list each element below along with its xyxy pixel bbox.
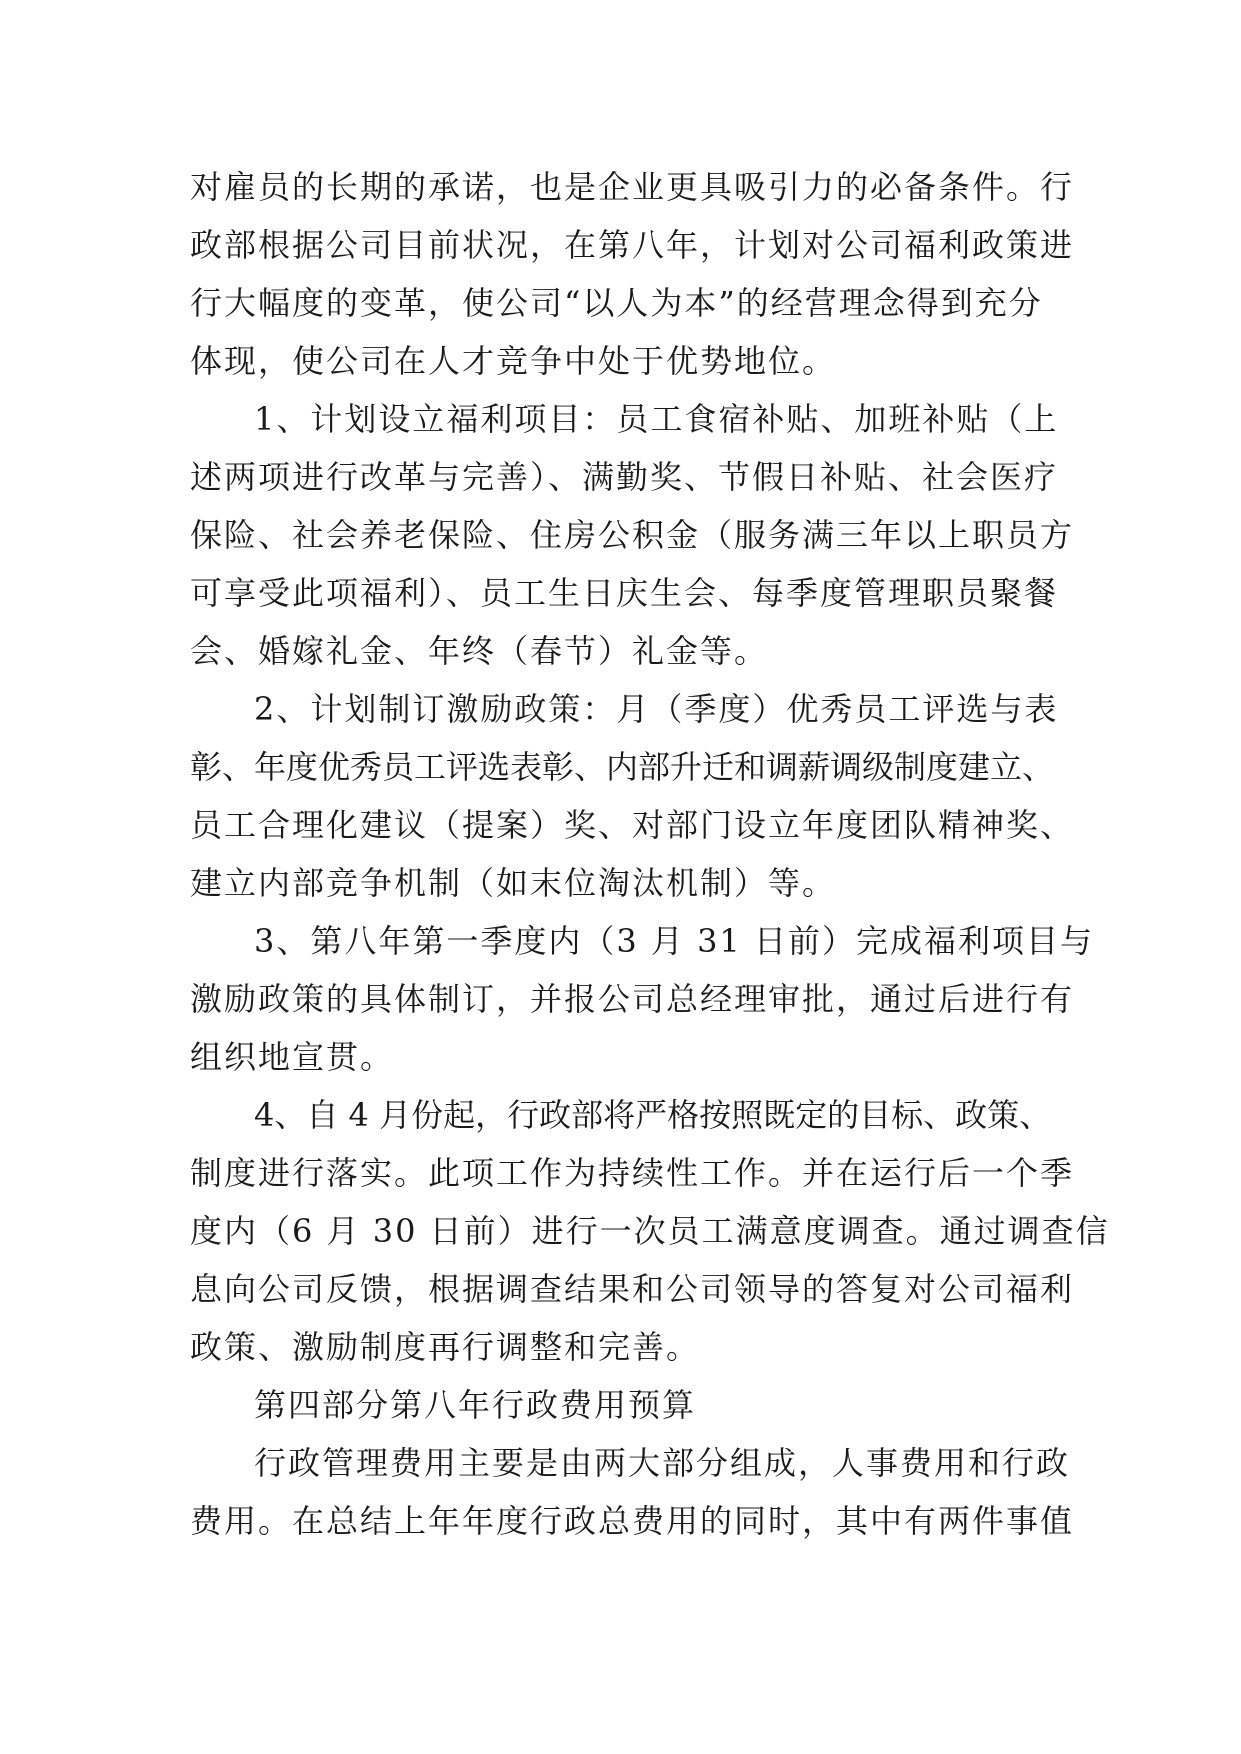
paragraph-line: 激励政策的具体制订，并报公司总经理审批，通过后进行有: [190, 980, 1075, 1018]
paragraph-line: 保险、社会养老保险、住房公积金（服务满三年以上职员方: [190, 516, 1075, 554]
paragraph-line: 建立内部竞争机制（如末位淘汰机制）等。: [190, 864, 837, 902]
paragraph-line: 组织地宣贯。: [190, 1038, 395, 1076]
paragraph-line: 2、计划制订激励政策：月（季度）优秀员工评选与表: [254, 690, 1059, 728]
paragraph-line: 行大幅度的变革，使公司“以人为本”的经营理念得到充分: [190, 284, 1043, 322]
paragraph-line: 政策、激励制度再行调整和完善。: [190, 1328, 701, 1366]
paragraph-line: 政部根据公司目前状况，在第八年，计划对公司福利政策进: [190, 226, 1075, 264]
paragraph-line: 息向公司反馈，根据调查结果和公司领导的答复对公司福利: [190, 1270, 1075, 1308]
paragraph-line: 3、第八年第一季度内（3 月 31 日前）完成福利项目与: [254, 922, 1094, 960]
paragraph-line: 对雇员的长期的承诺，也是企业更具吸引力的必备条件。行: [190, 168, 1075, 206]
paragraph-line: 可享受此项福利）、员工生日庆生会、每季度管理职员聚餐: [190, 574, 1059, 612]
paragraph-line: 1、计划设立福利项目：员工食宿补贴、加班补贴（上: [254, 400, 1059, 438]
paragraph-line: 体现，使公司在人才竞争中处于优势地位。: [190, 342, 837, 380]
paragraph-line: 述两项进行改革与完善）、满勤奖、节假日补贴、社会医疗: [190, 458, 1059, 496]
paragraph-line: 费用。在总结上年年度行政总费用的同时，其中有两件事值: [190, 1502, 1075, 1540]
paragraph-line: 会、婚嫁礼金、年终（春节）礼金等。: [190, 632, 769, 670]
paragraph-line: 员工合理化建议（提案）奖、对部门设立年度团队精神奖、: [190, 806, 1075, 844]
section-heading: 第四部分第八年行政费用预算: [254, 1386, 697, 1424]
body-text: [190, 158, 1110, 1550]
paragraph-line: 彰、年度优秀员工评选表彰、内部升迁和调薪调级制度建立、: [190, 748, 1055, 786]
paragraph-line: 4、自 4 月份起，行政部将严格按照既定的目标、政策、: [254, 1096, 1052, 1134]
paragraph-line: 制度进行落实。此项工作为持续性工作。并在运行后一个季: [190, 1154, 1075, 1192]
paragraph-line: 度内（6 月 30 日前）进行一次员工满意度调查。通过调查信: [190, 1212, 1110, 1250]
paragraph-line: 行政管理费用主要是由两大部分组成，人事费用和行政: [254, 1444, 1071, 1482]
